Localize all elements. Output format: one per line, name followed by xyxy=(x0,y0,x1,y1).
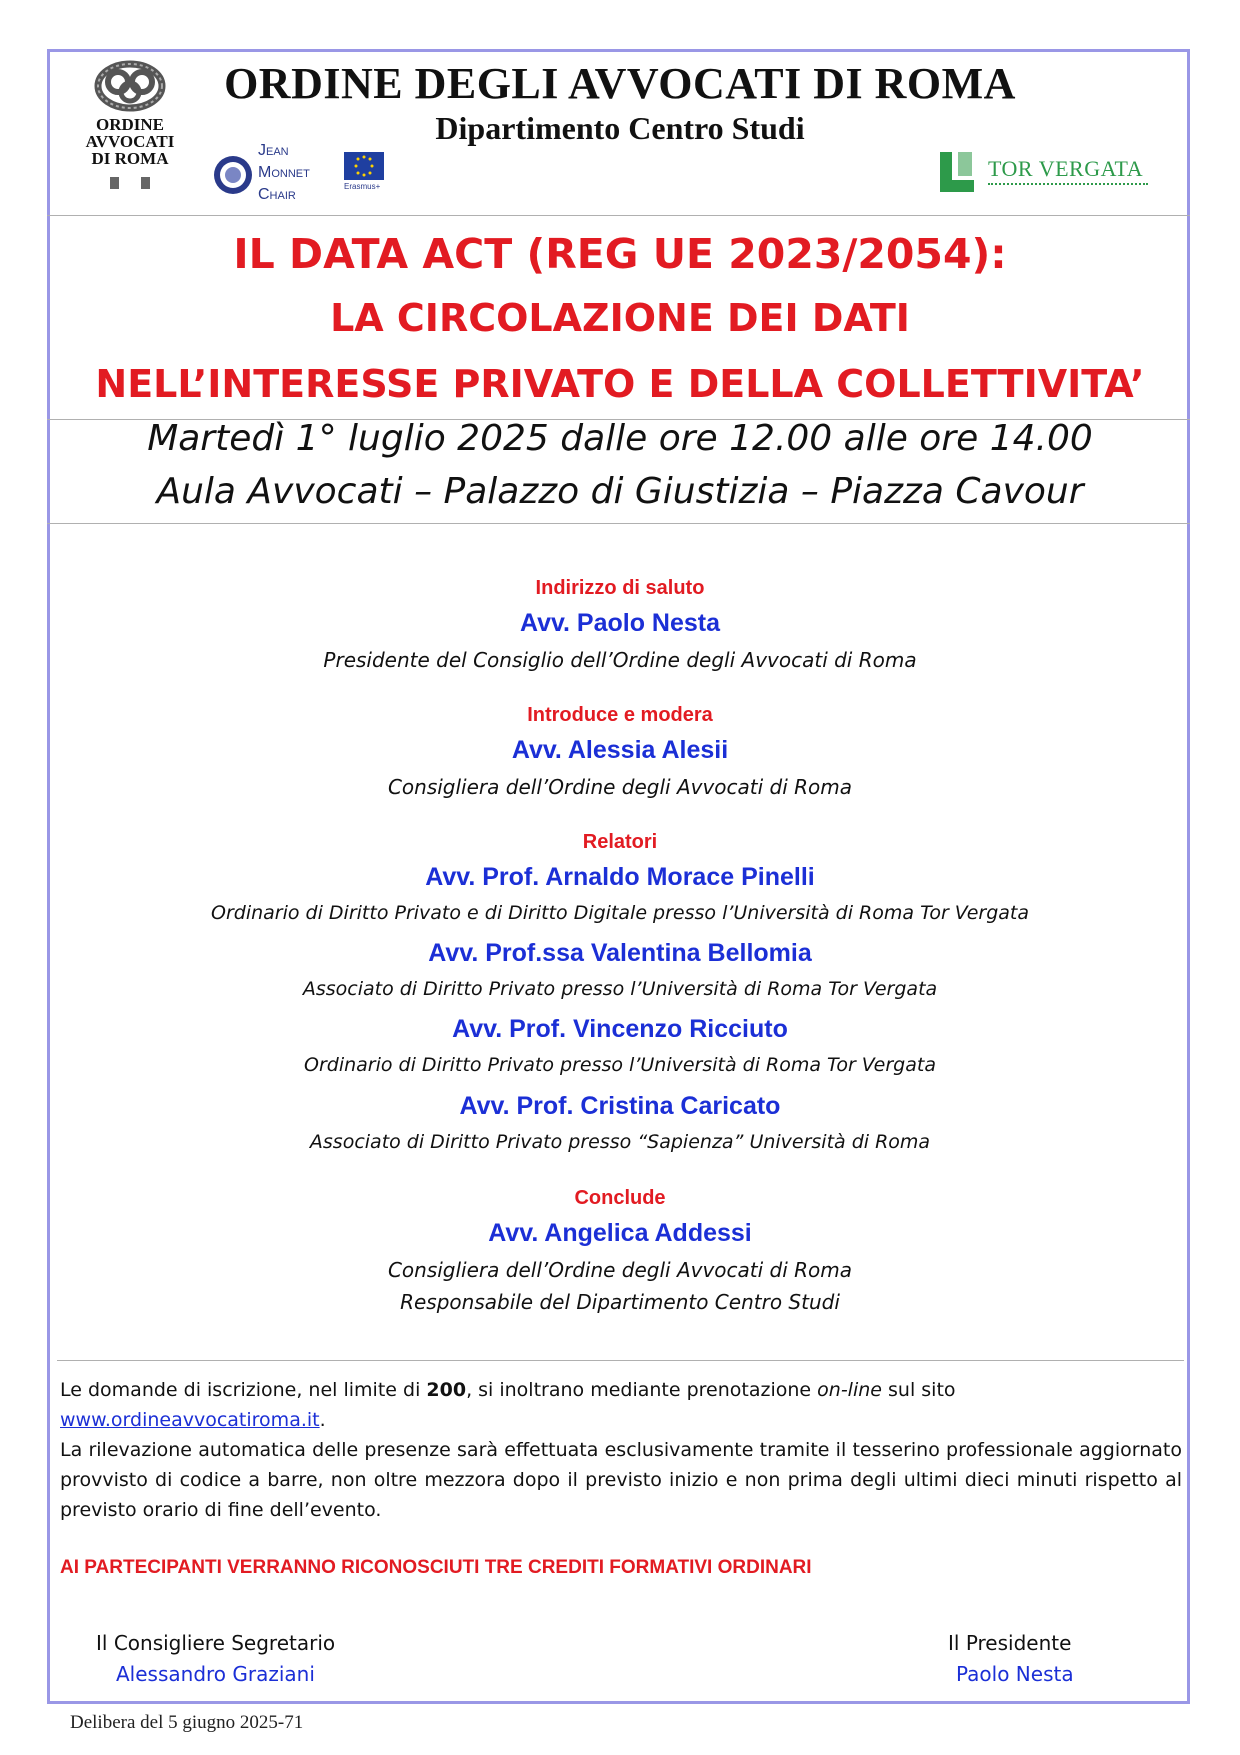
when-divider xyxy=(47,523,1190,524)
president-name: Paolo Nesta xyxy=(956,1662,1074,1686)
jm-word-1: Jean xyxy=(258,142,289,159)
registration-text-a: Le domande di iscrizione, nel limite di xyxy=(60,1379,427,1401)
logo-foot-icon xyxy=(110,177,119,189)
event-title-line-3: NELL’INTERESSE PRIVATO E DELLA COLLETTIVITA’ xyxy=(95,362,1145,406)
secretary-name: Alessandro Graziani xyxy=(116,1662,315,1686)
tor-vergata-mark-icon xyxy=(938,150,978,196)
header-divider xyxy=(47,215,1190,216)
credits-notice: AI PARTECIPANTI VERRANNO RICONOSCIUTI TRE CREDITI FORMATIVI ORDINARI xyxy=(60,1557,812,1578)
jean-monnet-chair-logo xyxy=(212,140,392,208)
president-signature xyxy=(948,1631,1071,1655)
secretary-name-block xyxy=(116,1662,315,1686)
speaker-2-role: Associato di Diritto Privato presso l’Università di Roma Tor Vergata xyxy=(302,978,938,1000)
logo-line-1: ORDINE xyxy=(95,115,164,134)
speaker-4-role: Associato di Diritto Privato presso “Sapienza” Università di Roma xyxy=(309,1131,931,1153)
jm-word-2: Monnet xyxy=(258,164,310,181)
tor-vergata-name: TOR VERGATA xyxy=(988,156,1144,181)
speaker-1-name: Avv. Prof. Arnaldo Morace Pinelli xyxy=(425,863,815,891)
footer-divider xyxy=(57,1360,1184,1361)
logo-line-2: AVVOCATI xyxy=(85,132,175,151)
speakers-label: Relatori xyxy=(582,831,658,853)
registration-text: Le domande di iscrizione, nel limite di 200, si inoltrano mediante prenotazione on-line sul sito www.ordineavvocatiroma.it. xyxy=(60,1379,956,1431)
registration-text-c: sul sito xyxy=(881,1379,956,1401)
jm-word-3: Chair xyxy=(258,186,296,203)
delibera-note: Delibera del 5 giugno 2025-71 xyxy=(70,1712,304,1733)
tor-vergata-subtitle-line xyxy=(988,183,1148,188)
university-seal-icon xyxy=(212,154,254,196)
event-title-line-2: LA CIRCOLAZIONE DEI DATI xyxy=(330,296,910,340)
org-name: ORDINE DEGLI AVVOCATI DI ROMA xyxy=(224,59,1016,108)
president-title: Il Presidente xyxy=(948,1631,1072,1655)
logo-foot-icon xyxy=(141,177,150,189)
greeting-label: Indirizzo di saluto xyxy=(535,577,705,599)
attendance-text: La rilevazione automatica delle presenze sarà effettuata esclusivamente tramite il tesserino professionale aggiornato provvisto di codice a barre, non oltre mezzora dopo il previsto inizio e non prima degli ultimi dieci minuti rispetto al previsto orario di fine dell’evento. xyxy=(60,1439,1182,1521)
moderator-label: Introduce e modera xyxy=(527,704,713,726)
event-date: Martedì 1° luglio 2025 dalle ore 12.00 alle ore 14.00 xyxy=(147,418,1093,459)
department-name: Dipartimento Centro Studi xyxy=(435,110,805,146)
moderator-speaker: Avv. Alessia Alesii xyxy=(511,736,729,764)
speaker-3-role: Ordinario di Diritto Privato presso l’Università di Roma Tor Vergata xyxy=(304,1054,936,1076)
event-title-line-1: IL DATA ACT (REG UE 2023/2054): xyxy=(233,230,1007,278)
speaker-3-name: Avv. Prof. Vincenzo Ricciuto xyxy=(452,1015,788,1043)
moderator-role: Consigliera dell’Ordine degli Avvocati di Roma xyxy=(387,775,853,799)
secretary-signature xyxy=(96,1631,335,1655)
closing-role-2: Responsabile del Dipartimento Centro Studi xyxy=(400,1290,840,1314)
closing-speaker: Avv. Angelica Addessi xyxy=(488,1219,752,1247)
closing-label: Conclude xyxy=(574,1187,666,1209)
closing-role-1: Consigliera dell’Ordine degli Avvocati di Roma xyxy=(387,1258,853,1282)
website-link[interactable]: www.ordineavvocatiroma.it xyxy=(60,1409,320,1431)
registration-online: on-line xyxy=(817,1379,882,1401)
secretary-title: Il Consigliere Segretario xyxy=(96,1631,336,1655)
speaker-4-name: Avv. Prof. Cristina Caricato xyxy=(459,1092,781,1120)
erasmus-label: Erasmus+ xyxy=(344,182,381,191)
president-name-block xyxy=(956,1662,1074,1686)
speaker-1-role: Ordinario di Diritto Privato e di Diritto Digitale presso l’Università di Roma Tor Vergata xyxy=(211,902,1029,924)
speaker-2-name: Avv. Prof.ssa Valentina Bellomia xyxy=(428,939,812,967)
eu-flag-icon xyxy=(344,152,384,180)
event-place: Aula Avvocati – Palazzo di Giustizia – Piazza Cavour xyxy=(156,471,1084,512)
logo-line-3: DI ROMA xyxy=(91,149,169,168)
tor-vergata-logo xyxy=(938,150,1148,200)
greeting-role: Presidente del Consiglio dell’Ordine degli Avvocati di Roma xyxy=(323,648,917,672)
registration-text-b: , si inoltrano mediante prenotazione xyxy=(466,1379,818,1401)
registration-limit: 200 xyxy=(426,1379,467,1401)
greeting-speaker: Avv. Paolo Nesta xyxy=(519,609,721,637)
